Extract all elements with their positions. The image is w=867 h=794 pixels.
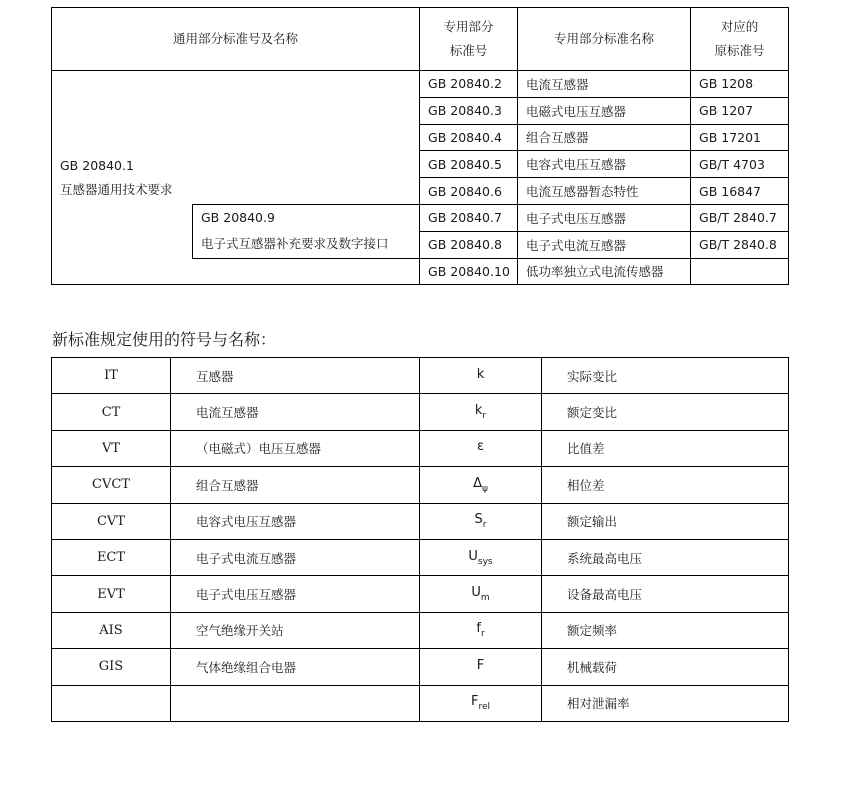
symbol <box>420 539 542 575</box>
general-part-name: 互感器通用技术要求 <box>60 181 173 197</box>
general-part-cell <box>52 71 193 285</box>
abbreviation-name: 电容式电压互感器 <box>171 503 420 539</box>
symbol <box>420 649 542 685</box>
sub-part-cell <box>193 204 420 258</box>
symbol-name: 比值差 <box>542 430 789 466</box>
original-number: GB 16847 <box>691 178 789 205</box>
empty-cell <box>193 258 420 285</box>
abbreviation-name: 电子式电压互感器 <box>171 576 420 612</box>
special-name: 电容式电压互感器 <box>518 151 691 178</box>
symbol-main: F <box>476 657 485 673</box>
section-title: 新标准规定使用的符号与名称： <box>52 330 277 349</box>
table-row <box>52 612 789 648</box>
symbol-subscript: ψ <box>481 483 488 494</box>
table-row <box>52 576 789 612</box>
original-number: GB/T 2840.7 <box>691 204 789 231</box>
table-row <box>52 358 789 394</box>
symbol-subscript: m <box>480 593 490 604</box>
header-special-number <box>420 8 518 71</box>
abbreviation-name <box>171 685 420 721</box>
symbol <box>420 503 542 539</box>
symbol-name: 额定频率 <box>542 612 789 648</box>
special-name: 电流互感器暂态特性 <box>518 178 691 205</box>
special-number: GB 20840.3 <box>420 97 518 124</box>
symbol <box>420 685 542 721</box>
abbreviation: GIS <box>52 649 171 685</box>
special-number: GB 20840.10 <box>420 258 518 285</box>
symbol <box>420 612 542 648</box>
abbreviation-name: 互感器 <box>171 358 420 394</box>
abbreviation-name: 气体绝缘组合电器 <box>171 649 420 685</box>
special-number: GB 20840.6 <box>420 178 518 205</box>
symbol-main: S <box>474 512 483 528</box>
original-number: GB/T 2840.8 <box>691 231 789 258</box>
symbol <box>420 430 542 466</box>
special-number: GB 20840.4 <box>420 124 518 151</box>
special-name: 电流互感器 <box>518 71 691 98</box>
abbreviation: CVT <box>52 503 171 539</box>
original-number: GB 17201 <box>691 124 789 151</box>
abbreviation-name: 组合互感器 <box>171 467 420 503</box>
special-name: 组合互感器 <box>518 124 691 151</box>
special-number: GB 20840.8 <box>420 231 518 258</box>
special-number: GB 20840.7 <box>420 204 518 231</box>
header-line: 对应的 <box>720 19 759 34</box>
symbol-name: 相位差 <box>542 467 789 503</box>
symbol-subscript: r <box>480 629 485 640</box>
header-general: 通用部分标准号及名称 <box>52 8 420 71</box>
abbreviation: AIS <box>52 612 171 648</box>
symbol-main: k <box>474 403 483 419</box>
abbreviation-name: 电流互感器 <box>171 394 420 430</box>
table-row <box>52 467 789 503</box>
symbol-main: U <box>471 585 481 601</box>
symbol-subscript: rel <box>478 702 491 713</box>
symbol <box>420 394 542 430</box>
symbol-subscript: sys <box>477 556 493 567</box>
table-row <box>52 430 789 466</box>
symbol-name: 相对泄漏率 <box>542 685 789 721</box>
abbreviation: EVT <box>52 576 171 612</box>
general-part-number: GB 20840.1 <box>60 157 134 173</box>
abbreviation-name: 空气绝缘开关站 <box>171 612 420 648</box>
sub-part-name: 电子式互感器补充要求及数字接口 <box>201 236 389 252</box>
header-line: 专用部分 <box>443 19 494 34</box>
abbreviation: ECT <box>52 539 171 575</box>
abbreviation: CVCT <box>52 467 171 503</box>
abbreviation-name: 电子式电流互感器 <box>171 539 420 575</box>
table-row <box>52 685 789 721</box>
symbol-subscript: r <box>482 411 487 422</box>
special-name: 电子式电流互感器 <box>518 231 691 258</box>
symbol-main: f <box>476 621 481 637</box>
table-row <box>52 71 789 98</box>
symbol-name: 机械载荷 <box>542 649 789 685</box>
abbreviation: VT <box>52 430 171 466</box>
table-row <box>52 539 789 575</box>
abbreviation: IT <box>52 358 171 394</box>
header-line: 标准号 <box>449 43 488 58</box>
table-row <box>52 394 789 430</box>
special-name: 低功率独立式电流传感器 <box>518 258 691 285</box>
original-number: GB 1208 <box>691 71 789 98</box>
symbol-name: 额定输出 <box>542 503 789 539</box>
symbol-name: 系统最高电压 <box>542 539 789 575</box>
symbol-main: ε <box>476 439 485 455</box>
symbol-subscript: r <box>482 520 487 531</box>
table-row <box>52 649 789 685</box>
abbreviation-name: （电磁式）电压互感器 <box>171 430 420 466</box>
symbol <box>420 467 542 503</box>
header-line: 原标准号 <box>714 43 765 58</box>
abbreviation: CT <box>52 394 171 430</box>
symbols-table <box>51 357 789 722</box>
symbol-name: 额定变比 <box>542 394 789 430</box>
original-number: GB 1207 <box>691 97 789 124</box>
special-number: GB 20840.5 <box>420 151 518 178</box>
table-row <box>52 503 789 539</box>
abbreviation <box>52 685 171 721</box>
symbol <box>420 358 542 394</box>
symbol-name: 设备最高电压 <box>542 576 789 612</box>
symbol-main: k <box>476 366 485 382</box>
symbol <box>420 576 542 612</box>
special-name: 电子式电压互感器 <box>518 204 691 231</box>
sub-part-number: GB 20840.9 <box>201 210 275 226</box>
empty-cell <box>193 71 420 205</box>
original-number <box>691 258 789 285</box>
table-header-row <box>52 8 789 71</box>
symbol-main: F <box>470 694 479 710</box>
symbol-main: Δ <box>473 475 482 491</box>
special-number: GB 20840.2 <box>420 71 518 98</box>
symbol-name: 实际变比 <box>542 358 789 394</box>
special-name: 电磁式电压互感器 <box>518 97 691 124</box>
header-original <box>691 8 789 71</box>
symbol-main: U <box>468 548 478 564</box>
original-number: GB/T 4703 <box>691 151 789 178</box>
standards-table <box>51 7 789 285</box>
header-special-name: 专用部分标准名称 <box>518 8 691 71</box>
